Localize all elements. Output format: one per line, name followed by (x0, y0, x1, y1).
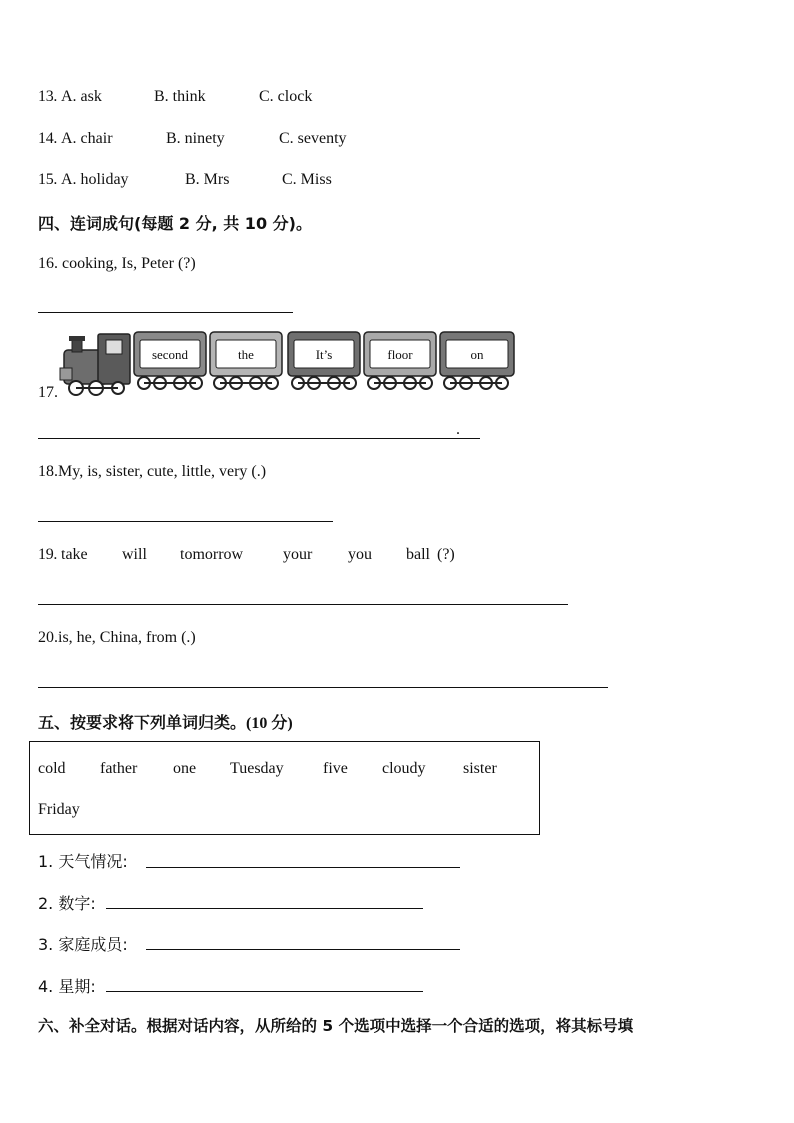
train-car-5 (440, 332, 514, 389)
word: tomorrow (180, 546, 244, 563)
option-a: A. chair (61, 130, 113, 147)
category-weather-label: 1. 天气情况: (38, 852, 128, 871)
word: you (348, 546, 372, 563)
option-a: A. ask (61, 88, 102, 105)
car-word: second (151, 347, 189, 362)
section-5-heading (38, 710, 293, 733)
answer-line-weather[interactable] (146, 867, 460, 868)
section-4-heading: 四、连词成句(每题 2 分, 共 10 分)。 (38, 214, 312, 233)
train-car-2 (210, 332, 282, 389)
word-bank-item: sister (463, 760, 497, 777)
car-word: floor (387, 347, 413, 362)
question-17-period: . (456, 421, 460, 438)
word-bank-item: one (173, 760, 197, 777)
option-c: C. Miss (282, 171, 332, 188)
word: ball (406, 546, 430, 563)
option-b: B. Mrs (185, 171, 230, 188)
train-car-4 (364, 332, 436, 389)
train-car-3 (288, 332, 360, 389)
question-18: 18.My, is, sister, cute, little, very (.) (38, 463, 267, 480)
option-b: B. ninety (166, 130, 225, 147)
answer-line-weekday[interactable] (106, 991, 423, 992)
option-a: A. holiday (61, 171, 129, 188)
word-bank-item: father (100, 760, 138, 777)
question-number: 19. (38, 546, 58, 563)
option-c: C. clock (259, 88, 313, 105)
word-bank (29, 741, 540, 835)
train-car-1 (134, 332, 206, 389)
answer-line-family[interactable] (146, 949, 460, 950)
option-c: C. seventy (279, 130, 347, 147)
car-word: the (238, 347, 254, 362)
word-bank-item: Tuesday (230, 760, 284, 777)
answer-line-numbers[interactable] (106, 908, 423, 909)
option-b: B. think (154, 88, 206, 105)
section-5-points: (10 分) (246, 715, 293, 732)
word-bank-item: Friday (38, 801, 80, 818)
word: take (61, 546, 88, 563)
category-family-label: 3. 家庭成员: (38, 935, 128, 954)
word-bank-item: cold (38, 760, 66, 777)
word: your (283, 546, 313, 563)
answer-line-20[interactable] (38, 687, 608, 688)
question-number: 15. (38, 171, 58, 188)
car-word: It’s (315, 347, 333, 362)
word: will (122, 546, 147, 563)
question-number: 13. (38, 88, 58, 105)
category-numbers-label: 2. 数字: (38, 894, 96, 913)
category-weekday-label: 4. 星期: (38, 977, 96, 996)
car-word: on (470, 347, 484, 362)
answer-line-16[interactable] (38, 312, 293, 313)
section-6-heading: 六、补全对话。根据对话内容，从所给的 5 个选项中选择一个合适的选项，将其标号填 (38, 1017, 634, 1035)
answer-line-18[interactable] (38, 521, 333, 522)
word-bank-item: cloudy (382, 760, 426, 777)
train-illustration (58, 328, 518, 398)
answer-line-19[interactable] (38, 604, 568, 605)
answer-line-17[interactable] (38, 438, 480, 439)
locomotive-icon (60, 334, 130, 395)
question-17-number: 17. (38, 384, 58, 401)
word-bank-item: five (323, 760, 348, 777)
question-number: 14. (38, 130, 58, 147)
question-20: 20.is, he, China, from (.) (38, 629, 196, 646)
question-16: 16. cooking, Is, Peter (?) (38, 255, 196, 272)
section-5-title: 五、按要求将下列单词归类。 (38, 713, 247, 732)
word: (?) (437, 546, 455, 563)
